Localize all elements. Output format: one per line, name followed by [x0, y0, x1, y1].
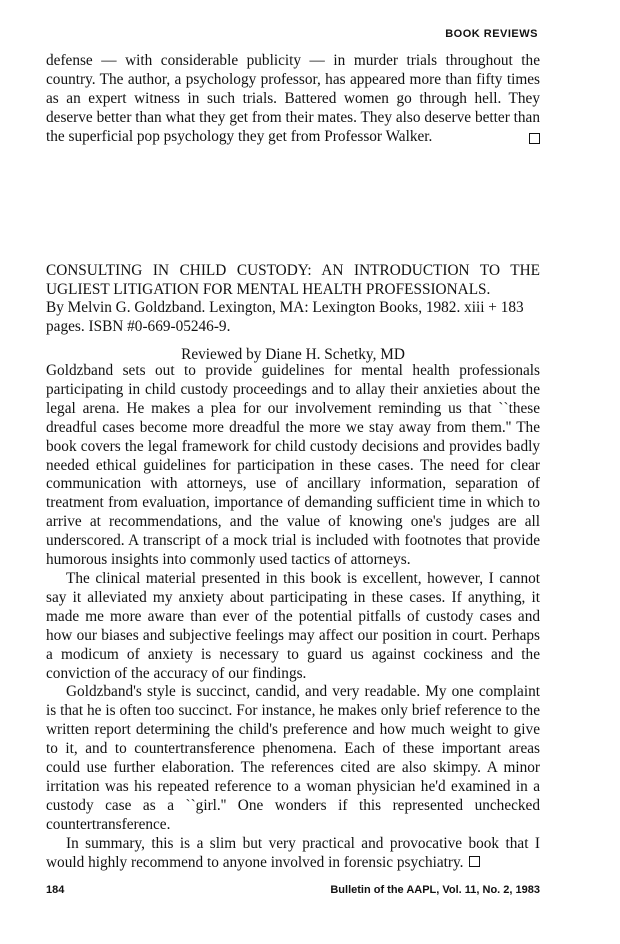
reviewer-byline: Reviewed by Diane H. Schetky, MD — [181, 346, 405, 364]
page-footer — [46, 884, 540, 896]
book-title: CONSULTING IN CHILD CUSTODY: AN INTRODUCTION TO THE UGLIEST LITIGATION FOR MENTAL HEALTH PROFESSIONALS. — [46, 262, 540, 298]
review-paragraph-text: In summary, this is a slim but very practical and provocative book that I would highly recommend to anyone involved in forensic psychiatry. — [46, 834, 540, 871]
review-paragraph-final — [46, 835, 540, 873]
end-of-review-mark-icon — [529, 133, 540, 144]
previous-review-ending — [46, 52, 540, 147]
page-number: 184 — [46, 884, 65, 896]
review-paragraph: Goldzband's style is succinct, candid, and very readable. My one complaint is that he is often too succinct. For instance, he makes only brief reference to the written report determining the child's preference and how much weight to give to it, and to countertransference phenomena. Each of these important areas could use further elaboration. The references cited are also skimpy. A minor irritation was his repeated reference to a woman physician he'd examined in a custody case as a ``girl.'' One wonders if this represented unchecked countertransference. — [46, 683, 540, 833]
review-paragraph: Goldzband sets out to provide guidelines for mental health professionals participating in child custody proceedings and to allay their anxieties about the legal arena. He makes a plea for our involvement reminding us that ``these dreadful cases become more dreadful the more we stay away from them.'' The book covers the legal framework for child custody decisions and provides badly needed ethical guidelines for participation in these cases. The need for clear communication with attorneys, use of ancillary information, separation of treatment from evaluation, importance of demanding sufficient time in which to arrive at recommendations, and the value of knowing one's judges are all underscored. A transcript of a mock trial is included with footnotes that provide humorous insights into commonly used tactics of attorneys. — [46, 362, 540, 569]
review-header — [46, 262, 540, 364]
previous-review-paragraph: defense — with considerable publicity — in murder trials throughout the country. The author, a psychology professor, has appeared more than fifty times as an expert witness in such trials. Battered women go through hell. They deserve better than what they get from their mates. They also deserve better than the superficial pop psychology they get from Professor Walker. — [46, 52, 540, 145]
book-citation: By Melvin G. Goldzband. Lexington, MA: Lexington Books, 1982. xiii + 183 pages. ISBN #0-669-05246-9. — [46, 299, 524, 335]
review-paragraph: The clinical material presented in this book is excellent, however, I cannot say it alleviated my anxiety about participating in these cases. If anything, it made me more aware than ever of the potential pitfalls of custody cases and how our biases and subjective feelings may affect our position in court. Perhaps a modicum of anxiety is necessary to guard us against cockiness and the conviction of the accuracy of our findings. — [46, 569, 540, 682]
end-of-review-mark-icon — [469, 856, 480, 867]
running-head: BOOK REVIEWS — [445, 28, 538, 40]
review-body — [46, 362, 540, 872]
journal-citation: Bulletin of the AAPL, Vol. 11, No. 2, 1983 — [330, 884, 540, 896]
